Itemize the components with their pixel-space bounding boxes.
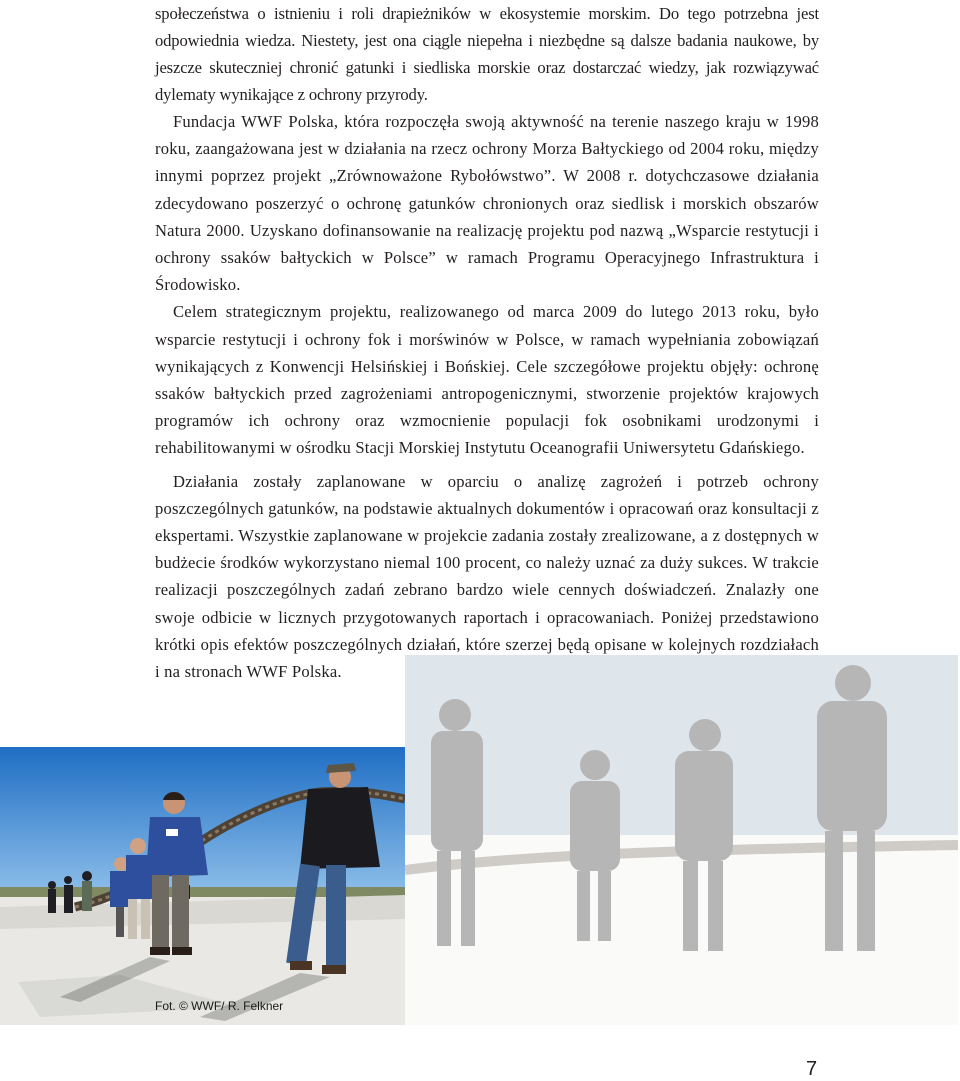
paragraph-project-results: Działania zostały zaplanowane w oparciu o analizę zagrożeń i potrzeb ochrony poszczególnych gatunków, na podstawie aktualnych dokumentów i opracowań oraz konsultacji z ekspertami. Wszystkie zaplanowane w projekcie zadania zostały zrealizowane, a z dostępnych w budżecie środków wykorzystano niemal 100 procent, co należy uznać za duży sukces. W trakcie realizacji poszczególnych zadań zebrano bardzo wiele cennych doświadczeń. Znalazły one swoje odbicie w licznych przygotowanych raportach i opracowaniach. Poniżej przedstawiono krótki opis efektów poszczególnych działań, które szerzej będą opisane w kolejnych rozdziałach i na stronach WWF Polska.	[155, 471, 819, 682]
page-number: 7	[806, 1058, 818, 1080]
paragraph-continued: społeczeństwa o istnieniu i roli drapieżników w ekosystemie morskim. Do tego potrzebna jest odpowiednia wiedza. Niestety, jest ona ciągle niepełna i niezbędne są dalsze badania naukowe, by jeszcze skuteczniej chronić gatunki i siedliska morskie oraz dostarczać wiedzy, jak rozwiązywać dylematy wynikające z ochrony przyrody.	[155, 4, 819, 104]
photo-credit: Fot. © WWF/ R. Felkner	[155, 999, 284, 1013]
beach-photo-faded	[405, 655, 958, 1025]
beach-photo-main	[0, 747, 405, 1025]
paragraph-project-goals: Celem strategicznym projektu, realizowanego od marca 2009 do lutego 2013 roku, było wsparcie restytucji i ochrony fok i morświnów w Polsce, w ramach wypełniania zobowiązań wynikających z Konwencji Helsińskiej i Bońskiej. Cele szczegółowe projektu objęły: ochronę ssaków bałtyckich przed zagrożeniami antropogenicznymi, stworzenie projektów krajowych programów ich ochrony oraz wzmocnienie populacji fok osobnikami urodzonymi i rehabilitowanymi w ośrodku Stacji Morskiej Instytutu Oceanografii Uniwersytetu Gdańskiego.	[155, 302, 819, 458]
beach-photo	[0, 655, 960, 1025]
body-text	[155, 0, 819, 685]
paragraph-wwf-poland: Fundacja WWF Polska, która rozpoczęła swoją aktywność na terenie naszego kraju w 1998 roku, zaangażowana jest w działania na rzecz ochrony Morza Bałtyckiego od 2004 roku, między innymi poprzez projekt „Zrównoważone Rybołówstwo”. W 2008 r. dotychczasowe działania zdecydowano poszerzyć o ochronę gatunków chronionych oraz siedlisk i morskich obszarów Natura 2000. Uzyskano dofinansowanie na realizację projektu pod nazwą „Wsparcie restytucji i ochrony ssaków bałtyckich w Polsce” w ramach Programu Operacyjnego Infrastruktura i Środowisko.	[155, 112, 819, 295]
